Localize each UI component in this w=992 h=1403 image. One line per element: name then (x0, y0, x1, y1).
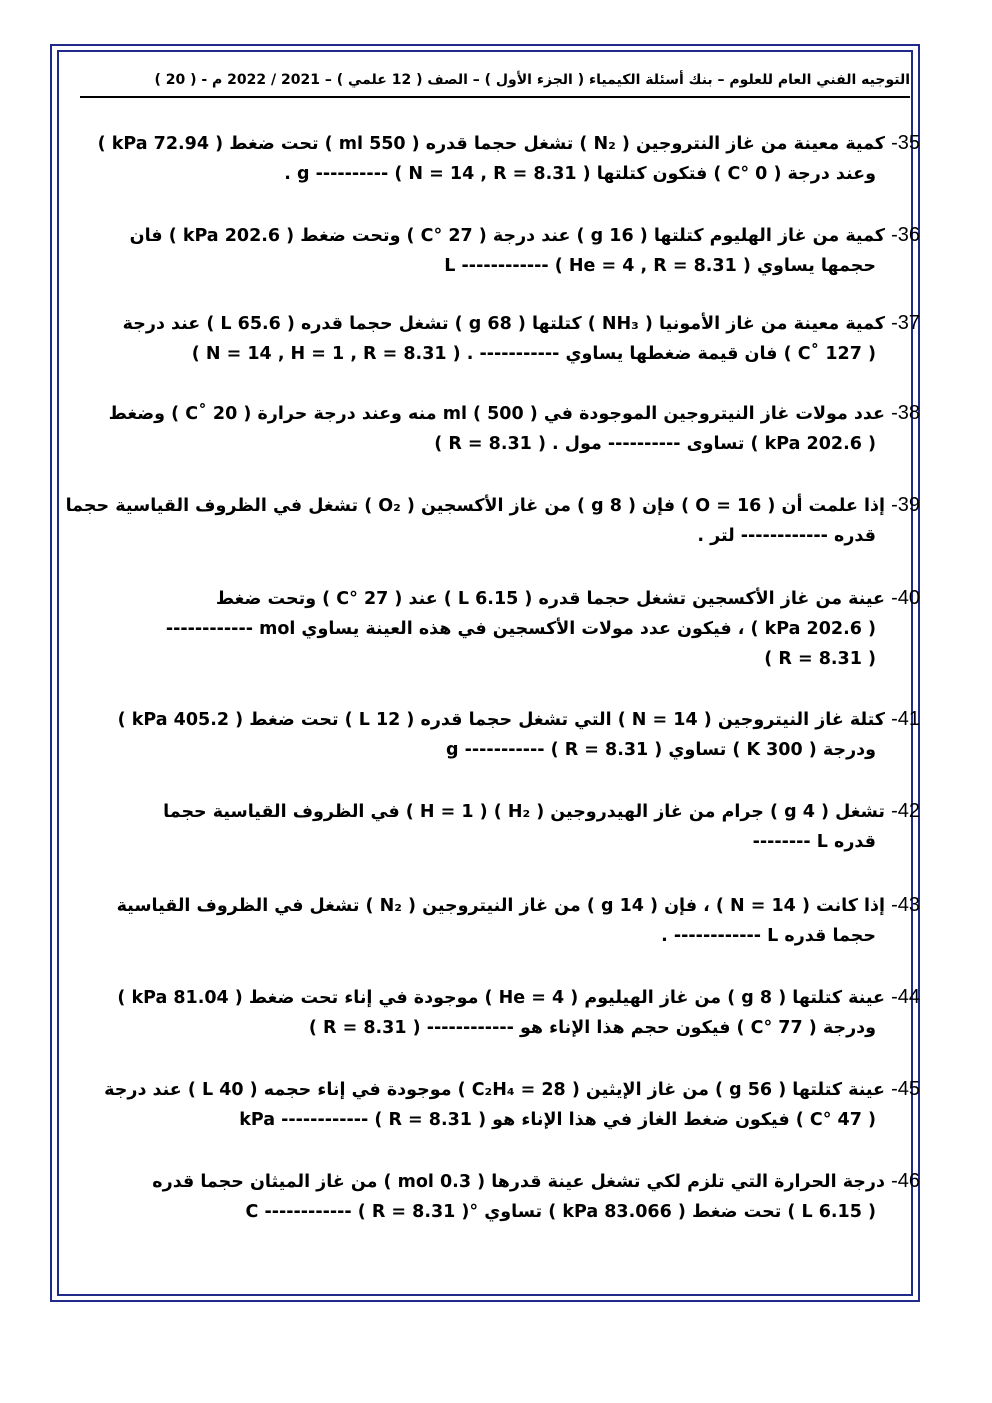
question-text-line-2: حجمها يساوي L ------------ ( He = 4 , R = 8.31 ) (444, 256, 876, 276)
question-text-line-1: كمية معينة من غاز النتروجين ( N₂ ) تشغل حجما قدره ( 550 ml ) تحت ضغط ( 72.94 kPa ) (97, 134, 885, 154)
question-number: 43- (891, 894, 920, 916)
question-36 (60, 220, 920, 281)
question-number: 42- (891, 800, 920, 822)
question-text-line-1: عدد مولات غاز النيتروجين الموجودة في ml ( 500 ) منه وعند درجة حرارة ( 20 ˚C ) وضغط (108, 404, 885, 424)
question-41 (60, 704, 920, 765)
question-number: 38- (891, 402, 920, 424)
question-number: 40- (891, 587, 920, 609)
question-text-line-1: تشغل ( 4 g ) جرام من غاز الهيدروجين ( H₂ ) ( H = 1 ) في الظروف القياسية حجما (163, 802, 885, 822)
question-text-line-2: ( 202.6 kPa ) تساوى ---------- مول . ( R = 8.31 ) (434, 434, 876, 454)
question-text-line-2: قدره L -------- (752, 832, 876, 852)
page-header: التوجيه الفني العام للعلوم – بنك أسئلة الكيمياء ( الجزء الأول ) – الصف ( 12 علمي ) – 2021 / 2022 م - ( 20 ) (154, 72, 910, 88)
question-number: 39- (891, 494, 920, 516)
question-39 (60, 490, 920, 551)
question-number: 36- (891, 224, 920, 246)
question-text-line-1: إذا كانت ( N = 14 ) ، فإن ( 14 g ) من غاز النيتروجين ( N₂ ) تشغل في الظروف القياسية (116, 896, 885, 916)
question-text-line-2: حجما قدره L ------------ . (661, 926, 876, 946)
question-43 (60, 890, 920, 951)
question-46 (60, 1166, 920, 1227)
question-text-line-2: ( 47 °C ) فيكون ضغط الغاز في هذا الإناء هو kPa ------------ ( R = 8.31 ) (239, 1110, 876, 1130)
question-number: 35- (891, 132, 920, 154)
question-42 (60, 796, 920, 857)
question-40 (60, 583, 920, 674)
question-text-line-2: ودرجة ( 77 °C ) فيكون حجم هذا الإناء هو ------------ ( R = 8.31 ) (308, 1018, 876, 1038)
question-number: 45- (891, 1078, 920, 1100)
question-text-line-2: ( 127 ˚C ) فان قيمة ضغطها يساوي ----------- . ( N = 14 , H = 1 , R = 8.31 ) (191, 344, 876, 364)
question-number: 46- (891, 1170, 920, 1192)
question-text-line-1: درجة الحرارة التي تلزم لكي تشغل عينة قدرها ( 0.3 mol ) من غاز الميثان حجما قدره (152, 1172, 885, 1192)
question-number: 41- (891, 708, 920, 730)
question-text-line-1: إذا علمت أن ( O = 16 ) فإن ( 8 g ) من غاز الأكسجين ( O₂ ) تشغل في الظروف القياسية حجما (65, 496, 885, 516)
question-number: 44- (891, 986, 920, 1008)
question-text-line-2: ( 6.15 L ) تحت ضغط ( 83.066 kPa ) تساوي °C ------------ ( R = 8.31 ) (245, 1202, 876, 1222)
question-text-line-1: كمية معينة من غاز الأمونيا ( NH₃ ) كتلتها ( 68 g ) تشغل حجما قدره ( 65.6 L ) عند درجة (122, 314, 885, 334)
question-text-line-1: عينة كتلتها ( 8 g ) من غاز الهيليوم ( He = 4 ) موجودة في إناء تحت ضغط ( 81.04 kPa ) (117, 988, 885, 1008)
question-text-line-3: ( R = 8.31 ) (764, 649, 876, 669)
question-number: 37- (891, 312, 920, 334)
question-44 (60, 982, 920, 1043)
question-text-line-1: كمية من غاز الهليوم كتلتها ( 16 g ) عند درجة ( 27 °C ) وتحت ضغط ( 202.6 kPa ) فان (129, 226, 885, 246)
question-text-line-2: قدره ------------ لتر . (697, 526, 876, 546)
question-text-line-1: عينة كتلتها ( 56 g ) من غاز الإيثين ( C₂H₄ = 28 ) موجودة في إناء حجمه ( 40 L ) عند درجة (104, 1080, 885, 1100)
question-text-line-2: وعند درجة ( 0 °C ) فتكون كتلتها g ---------- ( N = 14 , R = 8.31 ) . (284, 164, 876, 184)
question-text-line-1: كتلة غاز النيتروجين ( N = 14 ) التي تشغل حجما قدره ( 12 L ) تحت ضغط ( 405.2 kPa ) (117, 710, 885, 730)
question-text-line-1: عينة من غاز الأكسجين تشغل حجما قدره ( 6.15 L ) عند ( 27 °C ) وتحت ضغط (215, 589, 885, 609)
question-text-line-2: ودرجة ( 300 K ) تساوي g ----------- ( R = 8.31 ) (446, 740, 876, 760)
question-45 (60, 1074, 920, 1135)
question-37 (60, 308, 920, 369)
question-35 (60, 128, 920, 189)
question-text-line-2: ( 202.6 kPa ) ، فيكون عدد مولات الأكسجين في هذه العينة يساوي mol ------------ (165, 619, 876, 639)
question-38 (60, 398, 920, 459)
header-divider (80, 96, 910, 98)
